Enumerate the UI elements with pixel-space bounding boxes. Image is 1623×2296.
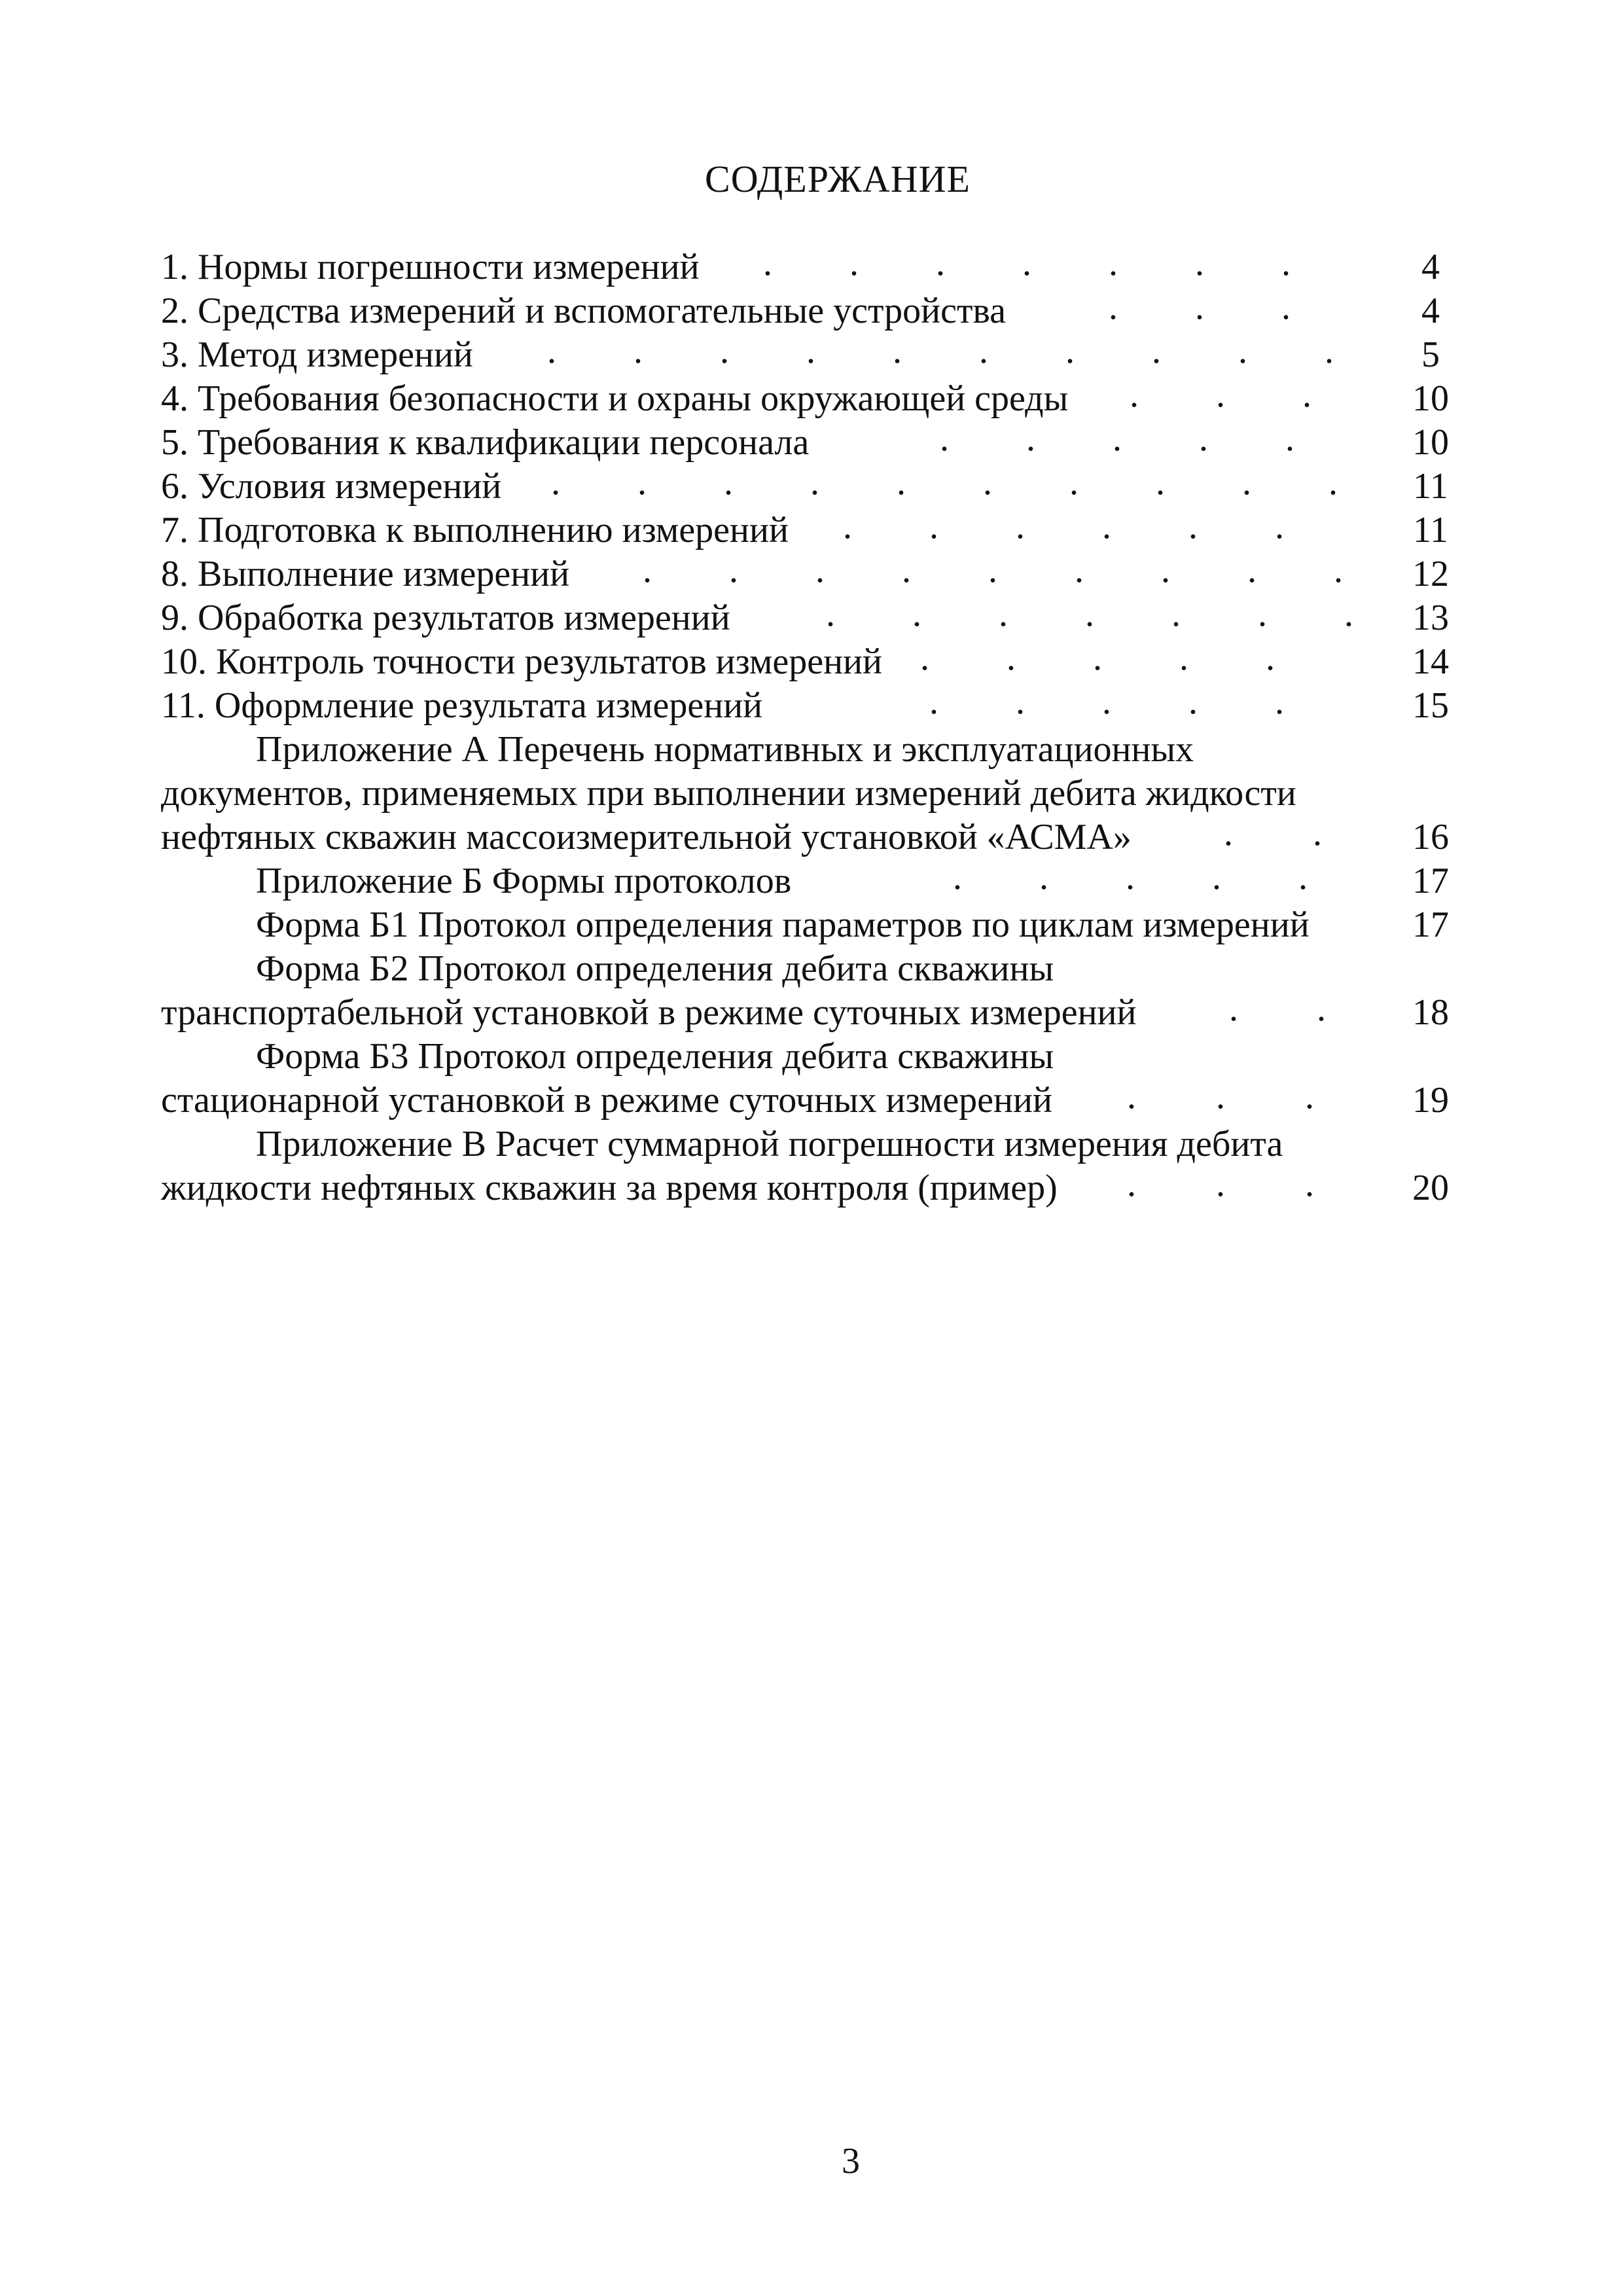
leader-dot: .: [1127, 1076, 1136, 1117]
toc-entry-text: нефтяных скважин массоизмерительной установкой «АСМА»: [161, 817, 1132, 857]
leader-dot: .: [1065, 331, 1075, 371]
leader-dot: .: [1016, 506, 1025, 547]
leader-dot: .: [1302, 374, 1311, 415]
toc-entry-19: [161, 1035, 1470, 1079]
leader-dot: .: [551, 462, 560, 503]
leader-dot: .: [1069, 462, 1079, 503]
leader-dot: .: [929, 506, 938, 547]
leader-dot: .: [1285, 418, 1294, 459]
leader-dot: .: [1156, 462, 1165, 503]
toc-entry-text: 4. Требования безопасности и охраны окружающей среды: [161, 378, 1069, 419]
toc-entry-page: 18: [1412, 992, 1449, 1033]
leader-dot: .: [1281, 287, 1291, 327]
toc-entry-page: 5: [1421, 334, 1440, 375]
toc-entry-text: Форма Б1 Протокол определения параметров по циклам измерений: [256, 905, 1310, 945]
toc-entry-text: 5. Требования к квалификации персонала: [161, 422, 810, 463]
page-number: 3: [842, 2141, 860, 2181]
leader-dot: .: [1093, 637, 1102, 678]
leader-dot: .: [929, 681, 938, 722]
toc-entry-15: [161, 859, 1470, 903]
leader-dot: .: [815, 550, 825, 590]
toc-entry-text: стационарной установкой в режиме суточных измерений: [161, 1080, 1052, 1121]
leader-dot: .: [643, 550, 652, 590]
leader-dot: .: [1113, 418, 1122, 459]
toc-entry-18: [161, 988, 1470, 1035]
leader-dot: .: [1109, 243, 1118, 283]
leader-dot: .: [1109, 287, 1118, 327]
leader-dot: .: [826, 594, 835, 634]
leader-dot: .: [843, 506, 852, 547]
toc-entry-text: 3. Метод измерений: [161, 334, 473, 375]
toc-entry-page: 12: [1412, 554, 1449, 594]
leader-dot: .: [1317, 988, 1326, 1029]
toc-entry-13: [161, 772, 1470, 816]
leader-dot: .: [633, 331, 643, 371]
toc-entry-text: 9. Обработка результатов измерений: [161, 598, 730, 638]
leader-dot: .: [1102, 681, 1111, 722]
toc-entry-page: 10: [1412, 422, 1449, 463]
table-of-contents: [161, 245, 1470, 1210]
toc-entry-10: [161, 637, 1470, 684]
leader-dot: .: [1127, 1164, 1136, 1204]
leader-dot: .: [1195, 243, 1204, 283]
toc-entry-4: [161, 374, 1470, 421]
toc-entry-text: Приложение А Перечень нормативных и эксплуатационных: [256, 729, 1194, 770]
leader-dot: .: [1026, 418, 1035, 459]
toc-entry-text: 1. Нормы погрешности измерений: [161, 247, 700, 287]
leader-dot: .: [1188, 681, 1198, 722]
toc-entry-22: [161, 1166, 1470, 1210]
toc-entry-page: 13: [1412, 598, 1449, 638]
toc-entry-8: [161, 552, 1470, 596]
leader-dot: .: [1016, 681, 1025, 722]
toc-entry-9: [161, 596, 1470, 640]
toc-entry-text: 6. Условия измерений: [161, 466, 502, 507]
leader-dot: .: [1161, 550, 1170, 590]
leader-dot: .: [1242, 462, 1251, 503]
leader-dot: .: [1007, 637, 1016, 678]
leader-dot: .: [1238, 331, 1247, 371]
toc-entry-text: 8. Выполнение измерений: [161, 554, 570, 594]
toc-entry-text: Приложение В Расчет суммарной погрешности измерения дебита: [256, 1124, 1283, 1164]
leader-dot: .: [953, 857, 962, 897]
leader-dot: .: [1216, 1164, 1225, 1204]
toc-entry-page: 20: [1412, 1168, 1449, 1208]
leader-dot: .: [936, 243, 945, 283]
toc-entry-page: 11: [1413, 466, 1448, 507]
leader-dot: .: [1305, 1076, 1314, 1117]
leader-dot: .: [1199, 418, 1208, 459]
toc-entry-page: 17: [1412, 861, 1449, 901]
toc-entry-2: [161, 289, 1470, 333]
leader-dot: .: [1216, 374, 1225, 415]
leader-dot: .: [1171, 594, 1181, 634]
leader-dot: .: [1224, 813, 1233, 853]
toc-entry-14: [161, 813, 1470, 859]
toc-entry-21: [161, 1122, 1470, 1166]
leader-dot: .: [1130, 374, 1139, 415]
toc-entry-page: 17: [1412, 905, 1449, 945]
leader-dot: .: [1275, 506, 1284, 547]
leader-dot: .: [1102, 506, 1111, 547]
leader-dot: .: [988, 550, 997, 590]
leader-dot: .: [1179, 637, 1188, 678]
leader-dot: .: [1281, 243, 1291, 283]
leader-dot: .: [912, 594, 921, 634]
leader-dot: .: [1344, 594, 1353, 634]
leader-dot: .: [724, 462, 733, 503]
leader-dot: .: [849, 243, 859, 283]
leader-dot: .: [1329, 462, 1338, 503]
leader-dot: .: [720, 331, 729, 371]
leader-dot: .: [1334, 550, 1343, 590]
leader-dot: .: [806, 331, 815, 371]
page-title: СОДЕРЖАНИЕ: [705, 158, 971, 200]
leader-dot: .: [902, 550, 911, 590]
toc-entry-text: документов, применяемых при выполнении измерений дебита жидкости: [161, 773, 1296, 814]
leader-dot: .: [897, 462, 906, 503]
leader-dot: .: [1195, 287, 1204, 327]
leader-dot: .: [1216, 1076, 1225, 1117]
toc-entry-3: [161, 333, 1470, 377]
toc-entry-text: жидкости нефтяных скважин за время контроля (пример): [161, 1168, 1058, 1208]
leader-dot: .: [1075, 550, 1084, 590]
toc-entry-17: [161, 947, 1470, 991]
toc-entry-page: 15: [1412, 685, 1449, 726]
leader-dot: .: [1313, 813, 1322, 853]
toc-entry-6: [161, 462, 1470, 509]
toc-entry-text: Приложение Б Формы протоколов: [256, 861, 792, 901]
toc-entry-11: [161, 681, 1470, 728]
leader-dot: .: [729, 550, 738, 590]
leader-dot: .: [637, 462, 647, 503]
leader-dot: .: [1188, 506, 1198, 547]
toc-entry-page: 16: [1412, 817, 1449, 857]
leader-dot: .: [999, 594, 1008, 634]
toc-entry-text: 2. Средства измерений и вспомогательные устройства: [161, 291, 1006, 331]
toc-entry-text: 7. Подготовка к выполнению измерений: [161, 510, 789, 550]
leader-dot: .: [1247, 550, 1257, 590]
toc-entry-text: 11. Оформление результата измерений: [161, 685, 763, 726]
leader-dot: .: [763, 243, 772, 283]
leader-dot: .: [1305, 1164, 1314, 1204]
toc-entry-text: 10. Контроль точности результатов измерений: [161, 641, 883, 682]
toc-entry-5: [161, 418, 1470, 465]
leader-dot: .: [979, 331, 988, 371]
toc-entry-page: 11: [1413, 510, 1448, 550]
leader-dot: .: [1152, 331, 1161, 371]
leader-dot: .: [1298, 857, 1308, 897]
leader-dot: .: [1126, 857, 1135, 897]
toc-entry-12: [161, 728, 1470, 772]
toc-entry-page: 19: [1412, 1080, 1449, 1121]
leader-dot: .: [983, 462, 992, 503]
leader-dot: .: [1039, 857, 1048, 897]
toc-entry-text: Форма Б3 Протокол определения дебита скважины: [256, 1036, 1054, 1077]
leader-dot: .: [1022, 243, 1031, 283]
leader-dot: .: [920, 637, 929, 678]
toc-entry-page: 10: [1412, 378, 1449, 419]
toc-entry-1: [161, 245, 1470, 289]
leader-dot: .: [1266, 637, 1275, 678]
leader-dot: .: [1325, 331, 1334, 371]
toc-entry-page: 14: [1412, 641, 1449, 682]
leader-dot: .: [1229, 988, 1238, 1029]
toc-entry-text: Форма Б2 Протокол определения дебита скважины: [256, 948, 1054, 989]
toc-entry-7: [161, 506, 1470, 552]
leader-dot: .: [810, 462, 819, 503]
leader-dot: .: [1085, 594, 1094, 634]
toc-entry-text: транспортабельной установкой в режиме суточных измерений: [161, 992, 1137, 1033]
toc-entry-page: 4: [1421, 247, 1440, 287]
leader-dot: .: [1212, 857, 1221, 897]
leader-dot: .: [1275, 681, 1284, 722]
toc-entry-page: 4: [1421, 291, 1440, 331]
leader-dot: .: [547, 331, 556, 371]
leader-dot: .: [893, 331, 902, 371]
leader-dot: .: [940, 418, 949, 459]
toc-entry-16: [161, 903, 1470, 947]
leader-dot: .: [1258, 594, 1267, 634]
toc-entry-20: [161, 1076, 1470, 1122]
